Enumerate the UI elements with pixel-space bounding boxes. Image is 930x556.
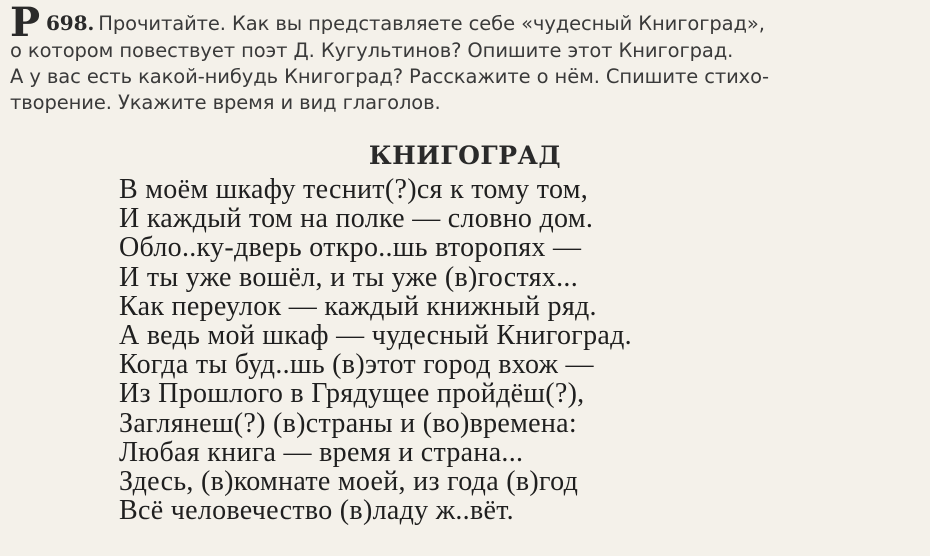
task-line-1 — [10, 0, 915, 46]
poem-line: Когда ты буд..шь (в)этот город вхож — — [119, 349, 594, 381]
poem-line: А ведь мой шкаф — чудесный Книгоград. — [119, 320, 632, 352]
poem-title: КНИГОГРАД — [368, 141, 562, 170]
poem-line: Любая книга — время и страна... — [119, 436, 524, 468]
exercise-task — [10, 0, 915, 116]
poem-line: В моём шкафу теснит(?)ся к тому том, — [119, 174, 589, 205]
poem-line: Как переулок — каждый книжный ряд. — [119, 290, 597, 322]
task-text: Прочитайте. Как вы представляете себе «чудесный Книгоград», — [98, 12, 765, 35]
task-line-4: творение. Укажите время и вид глаголов. — [10, 91, 441, 114]
task-line-2: о котором повествует поэт Д. Кугультинов? Опишите этот Книгоград. — [10, 39, 734, 62]
poem-line: Здесь, (в)комнате моей, из года (в)год — [119, 466, 579, 498]
poem-line: Заглянеш(?) (в)страны и (во)времена: — [119, 407, 577, 439]
poem-text — [119, 175, 632, 525]
poem-line: Из Прошлого в Грядущее пройдёш(?), — [119, 378, 585, 410]
poem-line: И каждый том на полке — словно дом. — [119, 203, 594, 235]
task-line-3: А у вас есть какой-нибудь Книгоград? Расскажите о нём. Спишите стихо- — [10, 65, 769, 88]
poem-line: И ты уже вошёл, и ты уже (в)гостях... — [119, 261, 578, 293]
poem-line: Всё человечество (в)ладу ж..вёт. — [119, 495, 514, 527]
exercise-number: 698. — [45, 11, 95, 35]
task-marker-icon: Р — [10, 0, 40, 46]
poem-line: Обло..ку-дверь откро..шь второпях — — [119, 232, 582, 264]
